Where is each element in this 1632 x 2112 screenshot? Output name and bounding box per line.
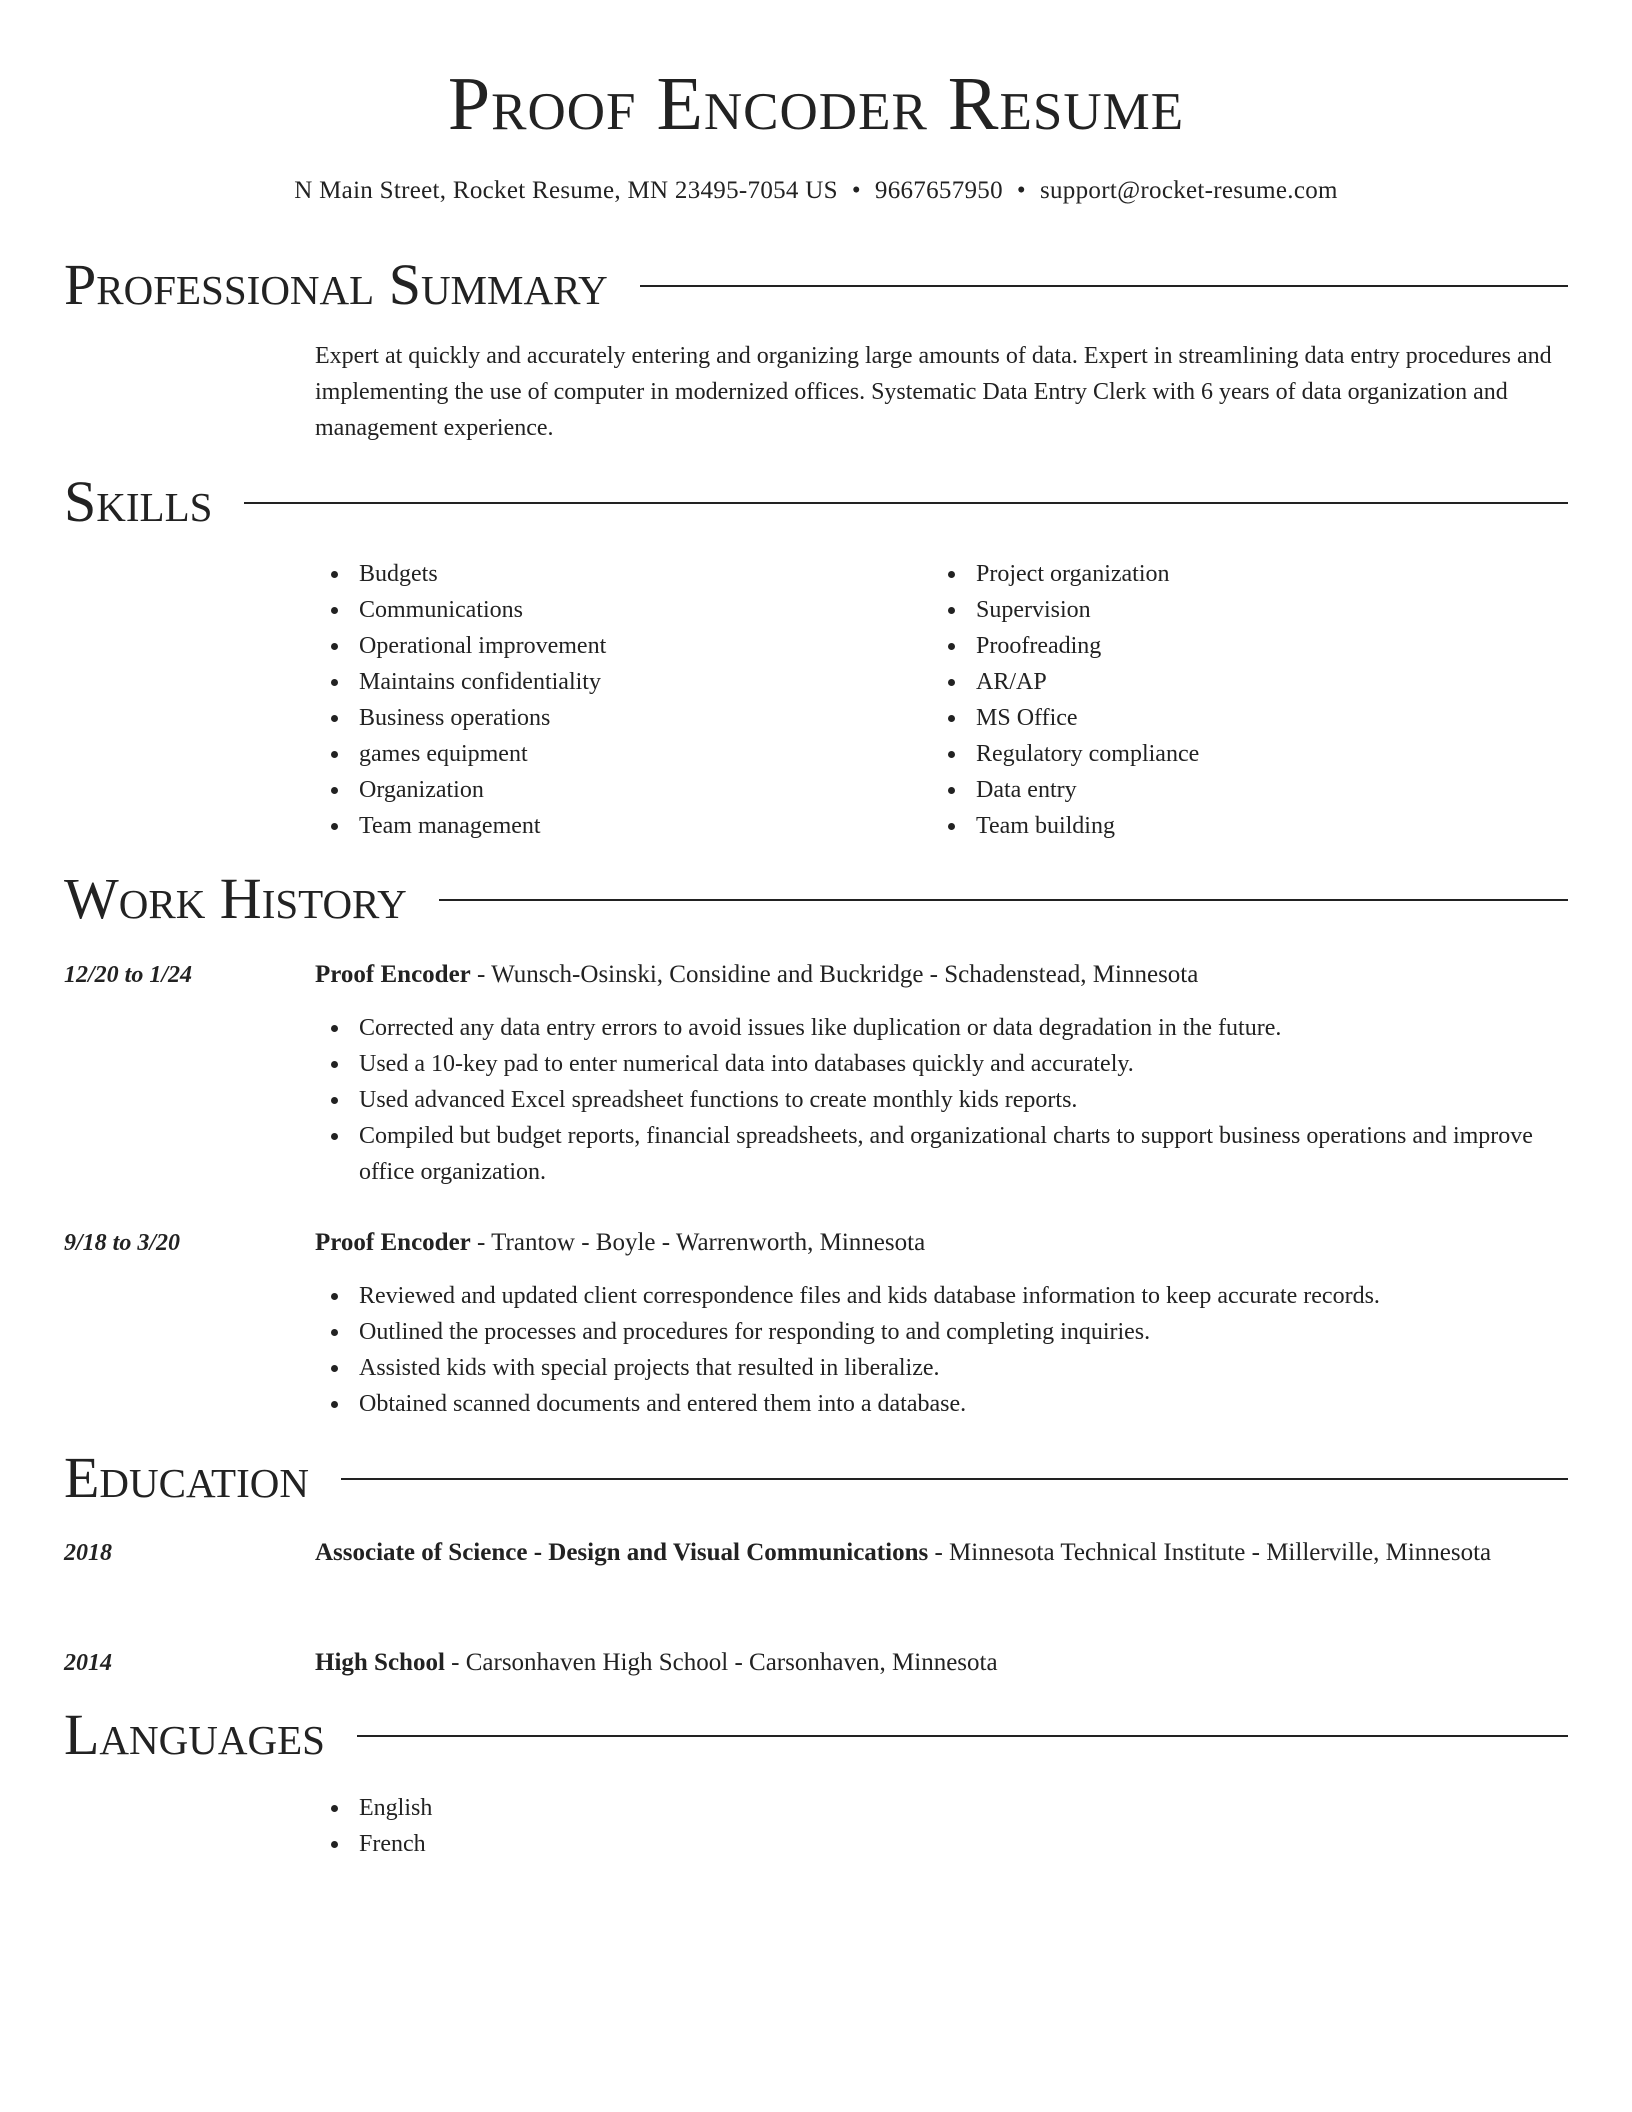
job-title-line: [315, 956, 1568, 994]
skills-section-heading: [64, 467, 1568, 537]
skill-item: Project organization: [932, 556, 1532, 592]
section-divider: [244, 502, 1568, 504]
skill-item: games equipment: [315, 736, 915, 772]
skill-item: Organization: [315, 772, 915, 808]
education-details: - Minnesota Technical Institute - Millerville, Minnesota: [928, 1539, 1492, 1566]
skill-item: Team management: [315, 808, 915, 844]
education-degree: Associate of Science - Design and Visual Communications: [315, 1539, 929, 1566]
skill-item: Business operations: [315, 700, 915, 736]
skill-item: Maintains confidentiality: [315, 664, 915, 700]
work-section-heading: [64, 864, 1568, 934]
job-bullets: [315, 1010, 1568, 1190]
contact-line: [64, 174, 1568, 208]
education-year: 2014: [64, 1650, 112, 1676]
job-dates: 12/20 to 1/24: [64, 962, 193, 988]
job-dates: 9/18 to 3/20: [64, 1230, 181, 1256]
job-bullet: Corrected any data entry errors to avoid issues like duplication or data degradation in the future.: [315, 1010, 1568, 1046]
education-entry: [315, 1534, 1568, 1572]
job-bullet: Outlined the processes and procedures for responding to and completing inquiries.: [315, 1314, 1568, 1350]
education-degree: High School: [315, 1649, 445, 1676]
skill-item: Operational improvement: [315, 628, 915, 664]
languages-section-heading: [64, 1700, 1568, 1770]
skill-item: Proofreading: [932, 628, 1532, 664]
skill-item: AR/AP: [932, 664, 1532, 700]
education-heading: Education: [64, 1445, 309, 1510]
languages-list: [315, 1790, 1568, 1862]
contact-email[interactable]: support@rocket-resume.com: [1039, 177, 1338, 204]
skill-item: Regulatory compliance: [932, 736, 1532, 772]
work-heading: Work History: [64, 866, 407, 931]
skill-item: Data entry: [932, 772, 1532, 808]
skills-heading: Skills: [64, 469, 213, 534]
contact-phone: 9667657950: [874, 177, 1003, 204]
language-item: English: [315, 1790, 1568, 1826]
summary-heading: Professional Summary: [64, 252, 608, 317]
section-divider: [640, 285, 1568, 287]
skill-item: Supervision: [932, 592, 1532, 628]
section-divider: [341, 1478, 1568, 1480]
skill-item: Team building: [932, 808, 1532, 844]
job-details: - Wunsch-Osinski, Considine and Buckridge - Schadenstead, Minnesota: [470, 961, 1199, 988]
contact-address: N Main Street, Rocket Resume, MN 23495-7054 US: [294, 177, 838, 204]
job-bullet: Used advanced Excel spreadsheet functions to create monthly kids reports.: [315, 1082, 1568, 1118]
resume-title: Proof Encoder Resume: [447, 62, 1185, 146]
job-bullet: Assisted kids with special projects that resulted in liberalize.: [315, 1350, 1568, 1386]
job-title: Proof Encoder: [315, 1229, 471, 1256]
language-item: French: [315, 1826, 1568, 1862]
education-details: - Carsonhaven High School - Carsonhaven, Minnesota: [444, 1649, 998, 1676]
section-divider: [357, 1735, 1568, 1737]
job-title-line: [315, 1224, 1568, 1262]
skill-item: MS Office: [932, 700, 1532, 736]
education-entry: [315, 1644, 1568, 1682]
skills-list-left: [315, 556, 915, 844]
section-divider: [439, 899, 1568, 901]
job-bullet: Compiled but budget reports, financial spreadsheets, and organizational charts to support business operations and improve office organization.: [315, 1118, 1568, 1190]
job-details: - Trantow - Boyle - Warrenworth, Minnesota: [470, 1229, 926, 1256]
contact-separator: •: [851, 177, 861, 204]
job-bullet: Obtained scanned documents and entered them into a database.: [315, 1386, 1568, 1422]
education-section-heading: [64, 1443, 1568, 1513]
skill-item: Communications: [315, 592, 915, 628]
contact-separator: •: [1016, 177, 1026, 204]
skill-item: Budgets: [315, 556, 915, 592]
summary-text: Expert at quickly and accurately entering and organizing large amounts of data. Expert in streamlining data entry procedures and implementing the use of computer in modernized offices. Systematic Data Entry Clerk with 6 years of data organization and management experience.: [315, 343, 1552, 441]
job-title: Proof Encoder: [315, 961, 471, 988]
job-bullet: Reviewed and updated client correspondence files and kids database information to keep accurate records.: [315, 1278, 1568, 1314]
languages-heading: Languages: [64, 1702, 325, 1767]
job-bullets: [315, 1278, 1568, 1422]
skills-list-right: [932, 556, 1532, 844]
education-year: 2018: [64, 1540, 112, 1566]
job-bullet: Used a 10-key pad to enter numerical data into databases quickly and accurately.: [315, 1046, 1568, 1082]
summary-section-heading: [64, 250, 1568, 320]
